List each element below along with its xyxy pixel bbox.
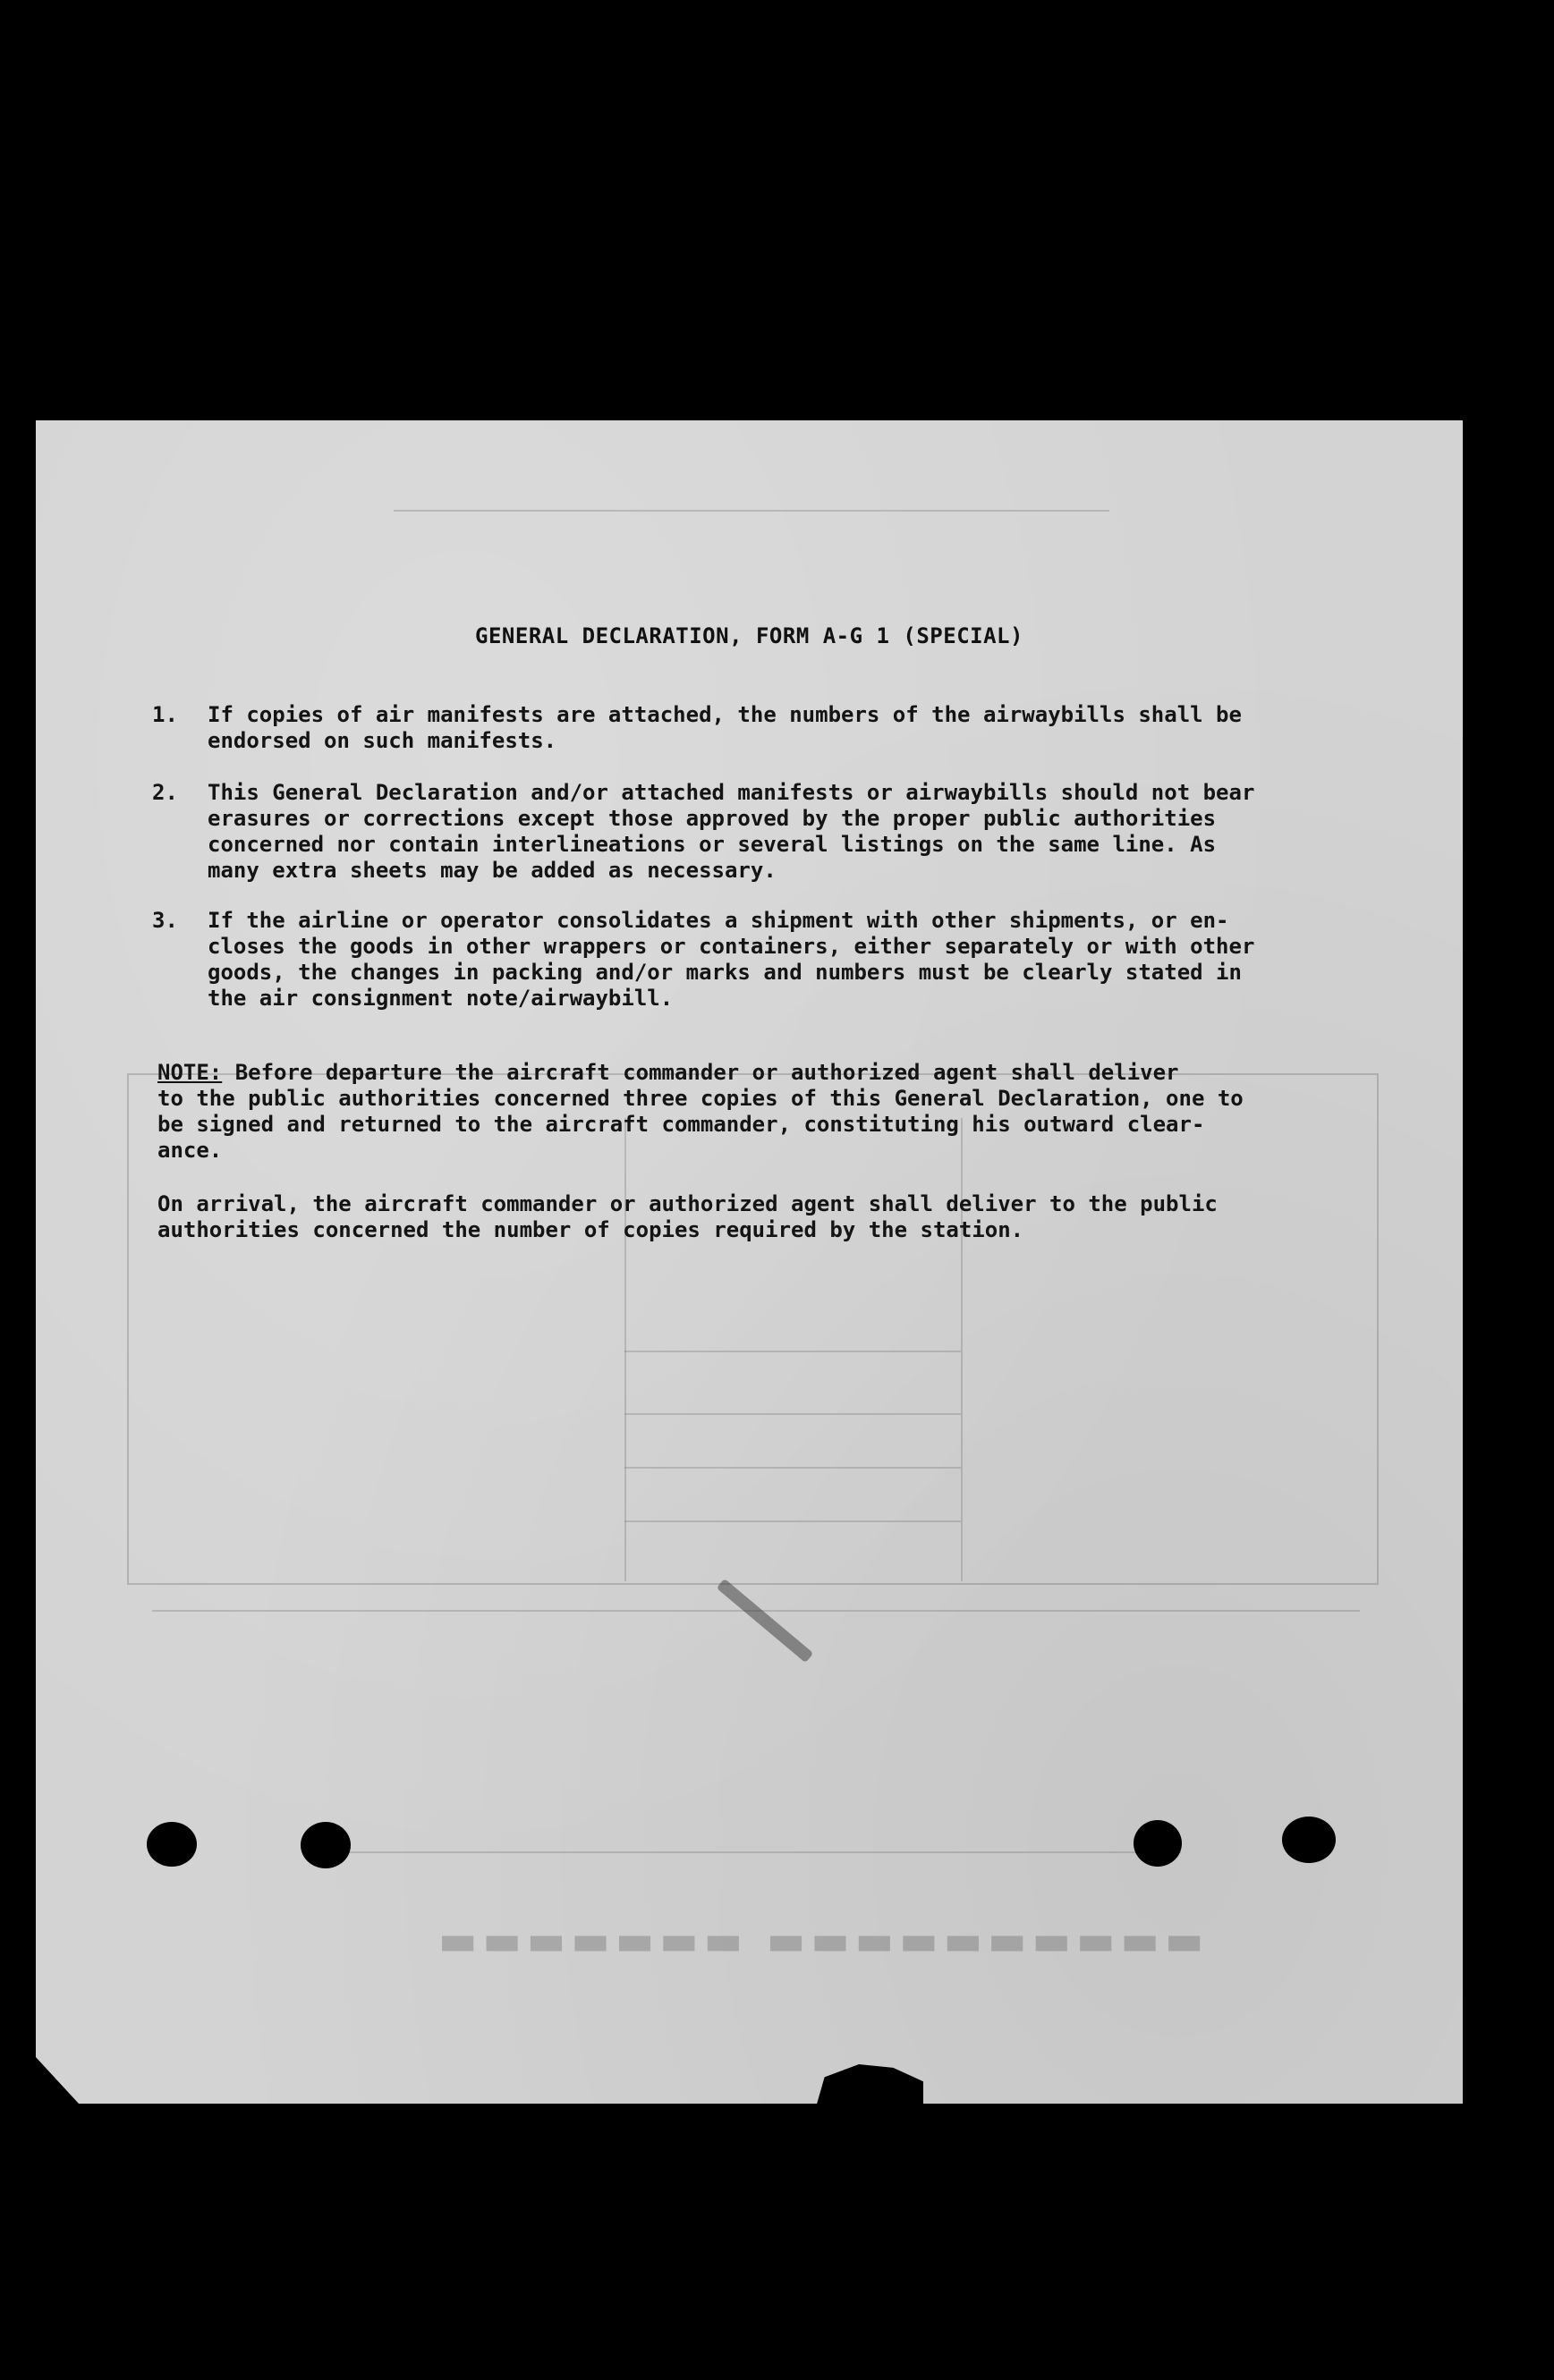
page-corner <box>36 2057 79 2104</box>
item-number: 3. <box>152 908 178 933</box>
bleed-through-rule <box>331 1851 1181 1853</box>
item-text: If the airline or operator consolidates a shipment with other shipments, or en- closes the goods in other wrappers or containers, either separately or with other goods, the changes in packing and/or marks and numbers must be clearly stated in the air consignment note/airwaybill. <box>208 908 1255 1011</box>
punch-hole <box>1282 1817 1336 1863</box>
bleed-through-rule <box>624 1351 961 1352</box>
item-number: 2. <box>152 780 178 805</box>
item-text: This General Declaration and/or attached manifests or airwaybills should not bear erasures or corrections except those approved by the proper public authorities concerned nor contain interlineations or several listings on the same line. As many extra sheets may be added as necessary. <box>208 780 1255 883</box>
arrival-paragraph: On arrival, the aircraft commander or authorized agent shall deliver to the public authorities concerned the number of copies required by the station. <box>157 1191 1218 1242</box>
note-paragraph <box>157 1060 1340 1164</box>
bleed-through-rule <box>394 510 1109 512</box>
document-page <box>36 420 1463 2104</box>
bleed-through-mark: ▬▬▬▬▬▬▬ ▬▬▬▬▬▬▬▬▬▬ <box>438 1923 1210 1971</box>
bleed-through-rule <box>624 1413 961 1415</box>
punch-hole <box>301 1822 351 1868</box>
punch-hole <box>147 1822 197 1867</box>
note-text: Before departure the aircraft commander or authorized agent shall deliver to the public authorities concerned three copies of this General Declaration, one to be signed and returned to the aircraft commander, constituting his outward clear- ance. <box>157 1060 1244 1163</box>
punch-hole <box>1134 1820 1182 1867</box>
item-number: 1. <box>152 702 178 727</box>
bleed-through-rule <box>624 1118 626 1581</box>
torn-notch <box>816 2064 923 2107</box>
bleed-through-rule <box>961 1118 963 1581</box>
note-label: NOTE: <box>157 1060 223 1085</box>
document-heading: GENERAL DECLARATION, FORM A-G 1 (SPECIAL) <box>475 623 1023 648</box>
bleed-through-rule <box>624 1467 961 1469</box>
bleed-through-rule <box>624 1520 961 1522</box>
stamp-mark <box>717 1579 814 1663</box>
item-text: If copies of air manifests are attached, the numbers of the airwaybills shall be endorsed on such manifests. <box>208 702 1242 753</box>
